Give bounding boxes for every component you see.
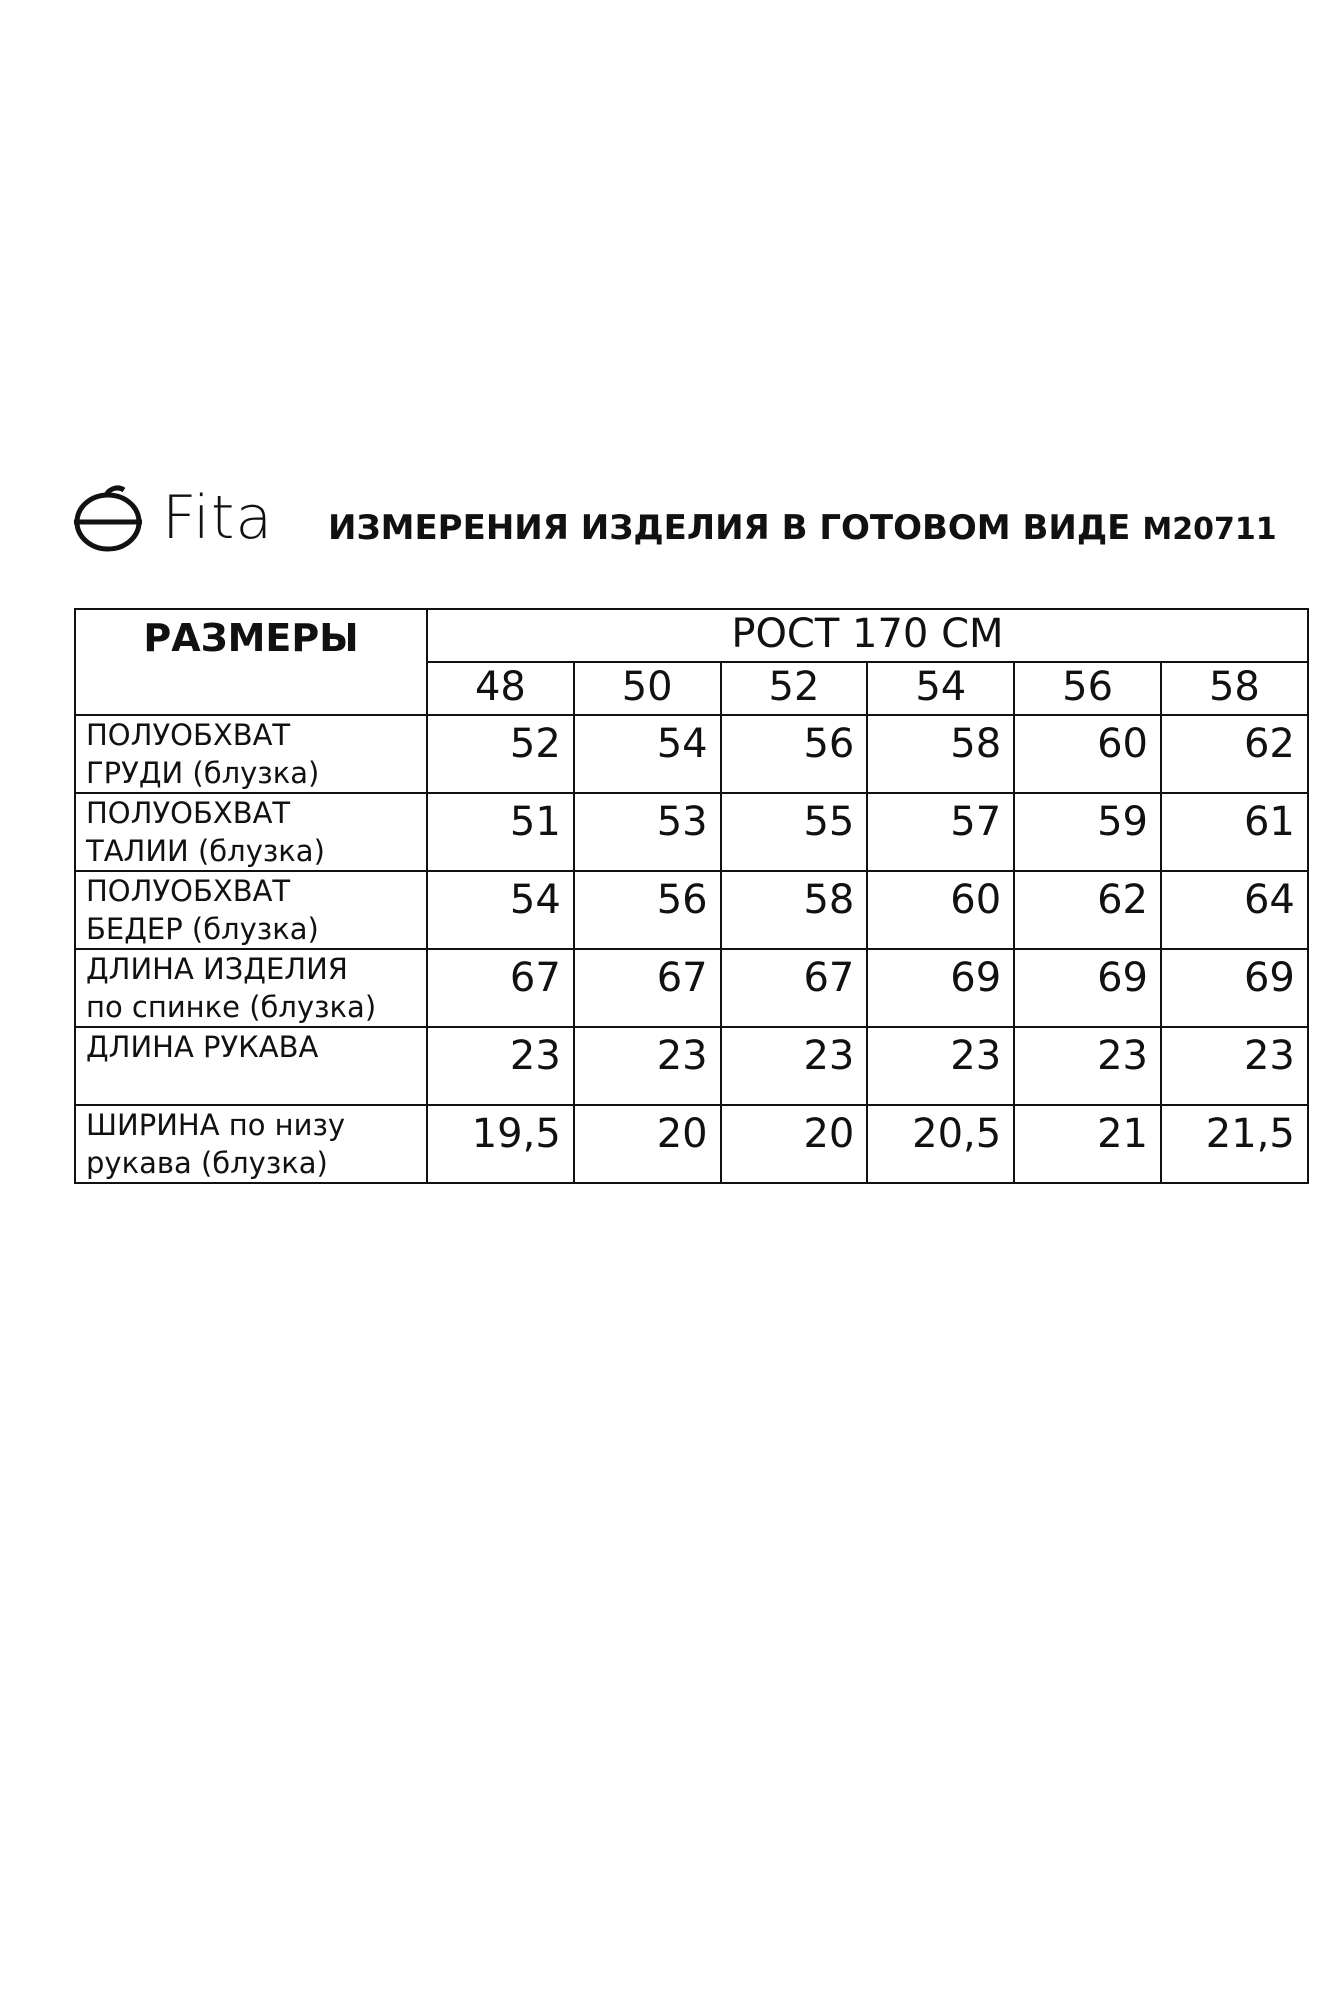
value-cell: 23 bbox=[574, 1027, 721, 1105]
model-code: М20711 bbox=[1142, 512, 1277, 547]
fita-logo-icon bbox=[72, 484, 152, 554]
value-cell: 20 bbox=[574, 1105, 721, 1183]
value-cell: 54 bbox=[427, 871, 574, 949]
header-sizes-label: РАЗМЕРЫ bbox=[75, 609, 427, 715]
value-cell: 21 bbox=[1014, 1105, 1161, 1183]
value-cell: 57 bbox=[867, 793, 1014, 871]
row-label: ПОЛУОБХВАТ ГРУДИ (блузка) bbox=[75, 715, 427, 793]
value-cell: 67 bbox=[574, 949, 721, 1027]
value-cell: 20,5 bbox=[867, 1105, 1014, 1183]
value-cell: 59 bbox=[1014, 793, 1161, 871]
title-text: ИЗМЕРЕНИЯ ИЗДЕЛИЯ В ГОТОВОМ ВИДЕ bbox=[328, 508, 1131, 548]
value-cell: 61 bbox=[1161, 793, 1308, 871]
row-label: ПОЛУОБХВАТ БЕДЕР (блузка) bbox=[75, 871, 427, 949]
table-row bbox=[75, 793, 1308, 871]
value-cell: 69 bbox=[867, 949, 1014, 1027]
document-header bbox=[72, 478, 1312, 558]
value-cell: 55 bbox=[721, 793, 868, 871]
value-cell: 67 bbox=[721, 949, 868, 1027]
value-cell: 56 bbox=[574, 871, 721, 949]
value-cell: 19,5 bbox=[427, 1105, 574, 1183]
value-cell: 60 bbox=[867, 871, 1014, 949]
size-header-cell: 58 bbox=[1161, 662, 1308, 715]
page-title bbox=[328, 506, 1277, 552]
value-cell: 23 bbox=[1161, 1027, 1308, 1105]
table-row bbox=[75, 949, 1308, 1027]
value-cell: 60 bbox=[1014, 715, 1161, 793]
table-row bbox=[75, 1027, 1308, 1105]
value-cell: 69 bbox=[1014, 949, 1161, 1027]
size-header-cell: 50 bbox=[574, 662, 721, 715]
row-label: ШИРИНА по низу рукава (блузка) bbox=[75, 1105, 427, 1183]
value-cell: 62 bbox=[1161, 715, 1308, 793]
value-cell: 20 bbox=[721, 1105, 868, 1183]
value-cell: 21,5 bbox=[1161, 1105, 1308, 1183]
value-cell: 64 bbox=[1161, 871, 1308, 949]
brand-name: Fita bbox=[162, 483, 274, 553]
value-cell: 23 bbox=[427, 1027, 574, 1105]
value-cell: 52 bbox=[427, 715, 574, 793]
size-header-cell: 56 bbox=[1014, 662, 1161, 715]
value-cell: 67 bbox=[427, 949, 574, 1027]
row-label: ДЛИНА РУКАВА bbox=[75, 1027, 427, 1105]
value-cell: 69 bbox=[1161, 949, 1308, 1027]
size-header-cell: 54 bbox=[867, 662, 1014, 715]
value-cell: 51 bbox=[427, 793, 574, 871]
table-row bbox=[75, 871, 1308, 949]
value-cell: 53 bbox=[574, 793, 721, 871]
size-header-cell: 52 bbox=[721, 662, 868, 715]
value-cell: 23 bbox=[1014, 1027, 1161, 1105]
table-row bbox=[75, 715, 1308, 793]
value-cell: 62 bbox=[1014, 871, 1161, 949]
value-cell: 56 bbox=[721, 715, 868, 793]
header-height: РОСТ 170 СМ bbox=[427, 609, 1308, 662]
value-cell: 58 bbox=[721, 871, 868, 949]
brand-logo bbox=[72, 478, 292, 558]
value-cell: 23 bbox=[721, 1027, 868, 1105]
size-header-cell: 48 bbox=[427, 662, 574, 715]
row-label: ПОЛУОБХВАТ ТАЛИИ (блузка) bbox=[75, 793, 427, 871]
value-cell: 23 bbox=[867, 1027, 1014, 1105]
value-cell: 54 bbox=[574, 715, 721, 793]
value-cell: 58 bbox=[867, 715, 1014, 793]
table-row bbox=[75, 1105, 1308, 1183]
row-label: ДЛИНА ИЗДЕЛИЯ по спинке (блузка) bbox=[75, 949, 427, 1027]
size-table bbox=[74, 608, 1309, 1184]
